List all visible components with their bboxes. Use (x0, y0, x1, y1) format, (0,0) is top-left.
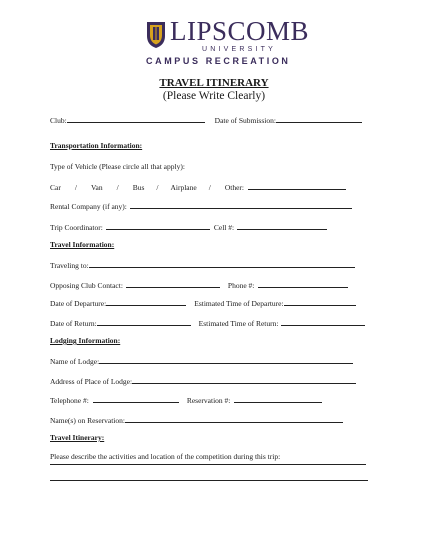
lodge-address-row (50, 375, 356, 387)
club-row (50, 114, 362, 126)
traveling-to-row (50, 259, 355, 271)
itinerary-prompt: Please describe the activities and location of the competition during this trip: (50, 452, 281, 461)
itinerary-heading: Travel Itinerary: (50, 433, 105, 442)
lodging-heading: Lodging Information: (50, 336, 121, 345)
lodge-name-row (50, 355, 353, 367)
option-sep-1: / (74, 183, 77, 192)
lodge-address-label: Address of Place of Lodge: (50, 377, 133, 386)
coordinator-input[interactable] (106, 221, 210, 230)
lodge-address-input[interactable] (132, 375, 356, 384)
other-vehicle-input[interactable] (248, 181, 346, 190)
telephone-label: Telephone #: (50, 396, 89, 405)
logo-campus-recreation: CAMPUS RECREATION (146, 56, 291, 66)
itinerary-line-2[interactable] (50, 480, 368, 481)
time-departure-label: Estimated Time of Departure: (194, 299, 284, 308)
phone-label: Phone #: (227, 281, 255, 290)
club-label: Club: (50, 116, 67, 125)
date-submission-input[interactable] (276, 114, 362, 123)
names-reservation-input[interactable] (125, 414, 343, 423)
opposing-contact-input[interactable] (126, 279, 220, 288)
option-airplane[interactable]: Airplane (170, 183, 197, 192)
option-bus[interactable]: Bus (132, 183, 145, 192)
option-other[interactable]: Other: (224, 183, 244, 192)
names-reservation-row (50, 414, 343, 426)
option-sep-4: / (208, 183, 211, 192)
cell-label: Cell #: (213, 223, 235, 232)
contact-row (50, 279, 348, 291)
names-reservation-label: Name(s) on Reservation: (50, 416, 125, 425)
option-van[interactable]: Van (90, 183, 103, 192)
departure-row (50, 297, 356, 309)
coordinator-row (50, 221, 327, 233)
coordinator-label: Trip Coordinator: (50, 223, 103, 232)
cell-input[interactable] (237, 221, 327, 230)
telephone-row (50, 394, 322, 406)
lodge-name-label: Name of Lodge: (50, 357, 100, 366)
opposing-contact-label: Opposing Club Contact: (50, 281, 123, 290)
traveling-to-input[interactable] (89, 259, 355, 268)
lipscomb-logo (146, 16, 310, 66)
page-title: TRAVEL ITINERARY (159, 77, 269, 89)
phone-input[interactable] (258, 279, 348, 288)
date-return-label: Date of Return: (50, 319, 97, 328)
page-subtitle: (Please Write Clearly) (162, 90, 266, 102)
shield-logo-icon (146, 21, 166, 49)
time-return-label: Estimated Time of Return: (198, 319, 279, 328)
date-departure-label: Date of Departure: (50, 299, 107, 308)
vehicle-type-label: Type of Vehicle (Please circle all that apply): (50, 162, 185, 171)
option-sep-3: / (156, 183, 159, 192)
traveling-to-label: Traveling to: (50, 261, 89, 270)
date-submission-label: Date of Submission: (214, 116, 276, 125)
rental-label: Rental Company (if any): (50, 202, 127, 211)
return-row (50, 317, 365, 329)
vehicle-options-row (50, 181, 346, 193)
time-return-input[interactable] (281, 317, 365, 326)
logo-university: UNIVERSITY (202, 46, 277, 53)
travel-heading: Travel Information: (50, 240, 115, 249)
reservation-label: Reservation #: (186, 396, 231, 405)
itinerary-line-1[interactable] (50, 464, 366, 465)
time-departure-input[interactable] (284, 297, 356, 306)
rental-row (50, 200, 352, 212)
rental-input[interactable] (130, 200, 352, 209)
telephone-input[interactable] (93, 394, 179, 403)
date-departure-input[interactable] (106, 297, 186, 306)
option-car[interactable]: Car (50, 183, 61, 192)
transport-heading: Transportation Information: (50, 141, 143, 150)
option-sep-2: / (116, 183, 119, 192)
reservation-input[interactable] (234, 394, 322, 403)
club-input[interactable] (67, 114, 205, 123)
logo-wordmark: LIPSCOMB (170, 16, 310, 46)
lodge-name-input[interactable] (99, 355, 353, 364)
date-return-input[interactable] (97, 317, 191, 326)
